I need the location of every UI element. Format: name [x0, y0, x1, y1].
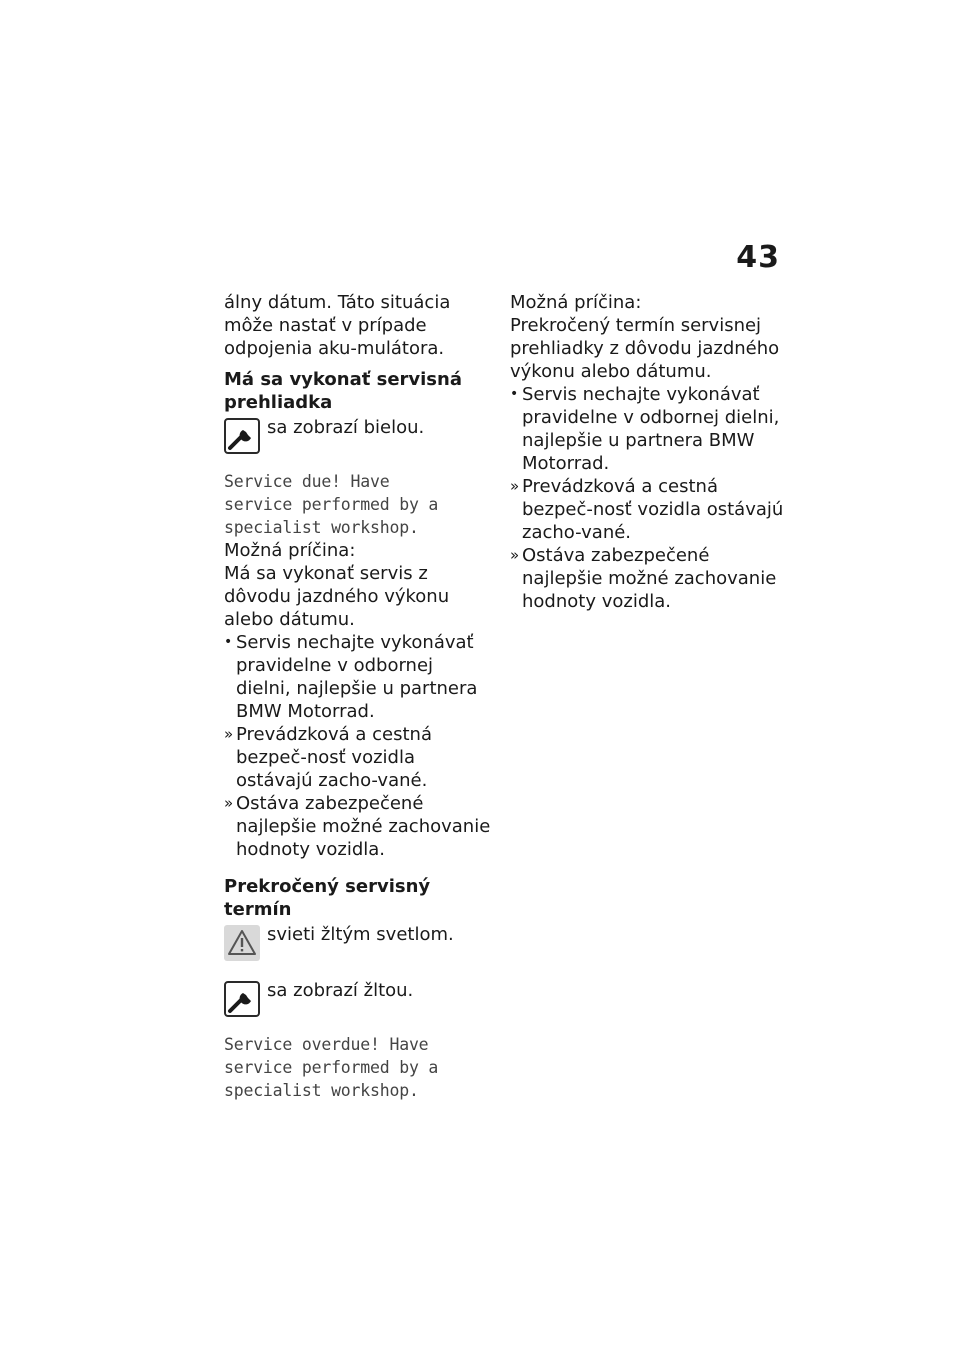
cause-text: Má sa vykonať servis z dôvodu jazdného výkonu alebo dátumu. [224, 563, 450, 630]
wrench-icon [224, 981, 260, 1017]
list-item-text: Ostáva zabezpečené najlepšie možné zachovanie hodnoty vozidla. [522, 545, 777, 612]
bullet-marker: • [224, 634, 233, 650]
list-item [510, 475, 785, 544]
display-message-service-overdue: Service overdue! Have service performed by a specialist workshop. [224, 1035, 439, 1100]
action-list [510, 383, 785, 613]
icon-row-wrench-yellow [224, 979, 492, 1023]
result-marker: » [510, 477, 520, 495]
bullet-marker: • [510, 386, 519, 402]
page-number: 43 [736, 240, 780, 275]
cause-label: Možná príčina: [224, 540, 356, 561]
left-column [224, 291, 492, 1102]
wrench-icon-description: sa zobrazí bielou. [267, 417, 425, 438]
wrench-icon [224, 418, 260, 454]
section-heading-service-due: Má sa vykonať servisná prehliadka [224, 369, 462, 413]
icon-row-warning [224, 923, 492, 967]
intro-paragraph: álny dátum. Táto situácia môže nastať v prípade odpojenia aku-mulátora. [224, 292, 451, 359]
warning-triangle-icon [224, 925, 260, 961]
right-column [510, 291, 785, 613]
cause-text: Prekročený termín servisnej prehliadky z dôvodu jazdného výkonu alebo dátumu. [510, 315, 780, 382]
list-item-text: Ostáva zabezpečené najlepšie možné zachovanie hodnoty vozidla. [236, 793, 491, 860]
list-item [224, 631, 492, 723]
section-heading-service-overdue: Prekročený servisný termín [224, 876, 431, 920]
list-item-text: Prevádzková a cestná bezpeč-nosť vozidla ostávajú zacho-vané. [522, 476, 784, 543]
list-item [224, 723, 492, 792]
icon-row-wrench-white [224, 416, 492, 460]
action-list [224, 631, 492, 861]
wrench-icon-description: sa zobrazí žltou. [267, 980, 414, 1001]
list-item-text: Prevádzková a cestná bezpeč-nosť vozidla ostávajú zacho-vané. [236, 724, 432, 791]
list-item [510, 383, 785, 475]
list-item-text: Servis nechajte vykonávať pravidelne v odbornej dielni, najlepšie u partnera BMW Motorrad. [236, 632, 478, 722]
list-item-text: Servis nechajte vykonávať pravidelne v odbornej dielni, najlepšie u partnera BMW Motorrad. [522, 384, 780, 474]
display-message-service-due: Service due! Have service performed by a specialist workshop. [224, 472, 439, 537]
result-marker: » [510, 546, 520, 564]
warning-icon-description: svieti žltým svetlom. [267, 924, 454, 945]
cause-label: Možná príčina: [510, 292, 642, 313]
list-item [510, 544, 785, 613]
list-item [224, 792, 492, 861]
result-marker: » [224, 725, 234, 743]
result-marker: » [224, 794, 234, 812]
